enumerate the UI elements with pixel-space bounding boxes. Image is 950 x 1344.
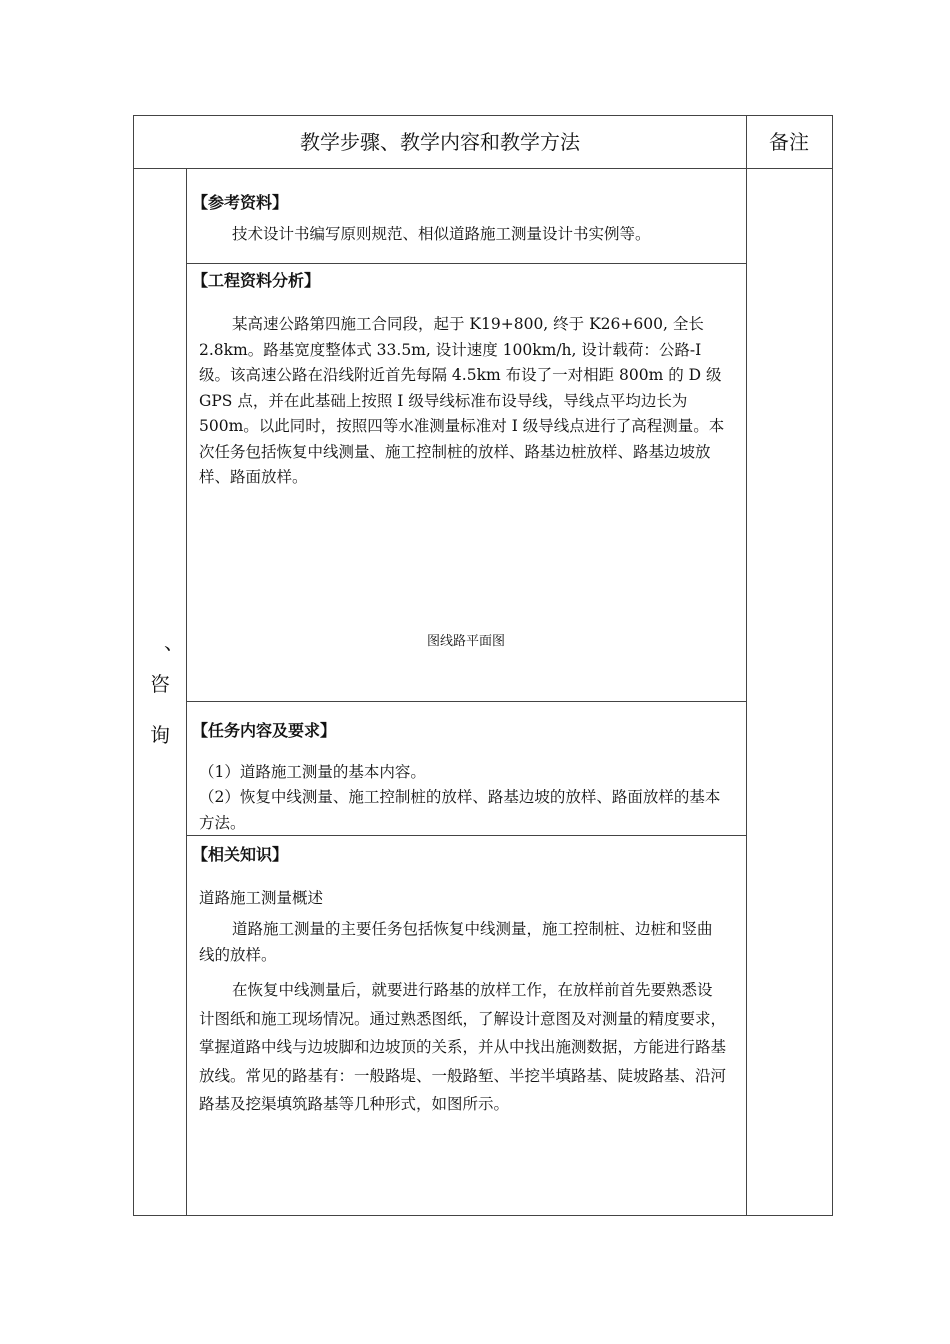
project-text: 某高速公路第四施工合同段，起于 K19+800, 终于 K26+600, 全长 2.8km。路基宽度整体式 33.5m, 设计速度 100km/h, 设计载荷：公路-I 级。该高速公路在沿线附近首先每隔 4.5km 布设了一对相距 800m 的 D 级 GPS 点，并在此基础上按照 I 级导线标准布设导线，导线点平均边长为 500m。以此同时，按照四等水准测量标准对 I 级导线点进行了高程测量。本次任务包括恢复中线测量、施工控制桩的放样、路基边桩放样、路基边坡放样、路面放样。: [199, 315, 725, 486]
side-column-divider: [186, 168, 187, 1215]
task-item-2: （2）恢复中线测量、施工控制桩的放样、路基边坡的放样、路面放样的基本方法。: [199, 788, 721, 832]
knowledge-para-2: 在恢复中线测量后，就要进行路基的放样工作，在放样前首先要熟悉设计图纸和施工现场情况。通过熟悉图纸，了解设计意图及对测量的精度要求，掌握道路中线与边坡脚和边坡顶的关系，并从中找出施测数据，方能进行路基放线。常见的路基有：一般路堤、一般路堑、半挖半填路基、陡坡路基、沿河路基及挖渠填筑路基等几种形式，如图所示。: [199, 981, 727, 1113]
remark-column-divider: [746, 116, 747, 1215]
reference-title: 【参考资料】: [192, 193, 289, 212]
header-remark-title: 备注: [769, 130, 809, 154]
figure-caption: 图线路平面图: [426, 634, 505, 649]
section-divider-1: [186, 263, 746, 264]
task-title: 【任务内容及要求】: [192, 721, 337, 740]
side-label-mark: 、: [164, 630, 184, 654]
lesson-table: [133, 115, 833, 1216]
task-item-1: （1）道路施工测量的基本内容。: [199, 763, 426, 781]
side-label-char-1: 咨: [150, 672, 170, 696]
knowledge-para-1: 道路施工测量的主要任务包括恢复中线测量，施工控制桩、边桩和竖曲线的放样。: [199, 920, 713, 964]
section-divider-2: [186, 701, 746, 702]
knowledge-subtitle: 道路施工测量概述: [199, 889, 324, 907]
header-main-title: 教学步骤、教学内容和教学方法: [300, 130, 580, 154]
side-label-char-2: 询: [150, 723, 170, 747]
project-title: 【工程资料分析】: [192, 271, 321, 290]
header-divider: [134, 168, 832, 169]
reference-text: 技术设计书编写原则规范、相似道路施工测量设计书实例等。: [232, 225, 651, 243]
knowledge-title: 【相关知识】: [192, 845, 289, 864]
